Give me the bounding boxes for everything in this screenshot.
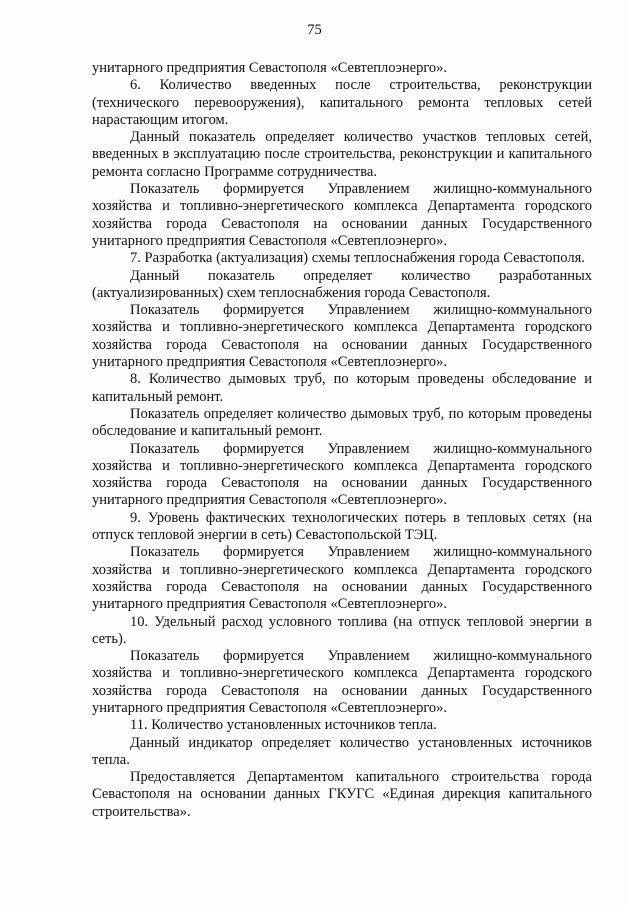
paragraph-item-9-source: Показатель формируется Управлением жилищно-коммунального хозяйства и топливно-энергетического комплекса Департамента городского хозяйства города Севастополя на основании данных Государственного унитарного предприятия Севастополя «Севтеплоэнерго». <box>92 544 592 613</box>
paragraph-item-11: 11. Количество установленных источников тепла. <box>130 717 437 734</box>
document-body <box>92 60 592 821</box>
paragraph-item-11-description: Данный индикатор определяет количество установленных источников тепла. <box>92 734 592 768</box>
paragraph-item-10-source: Показатель формируется Управлением жилищно-коммунального хозяйства и топливно-энергетического комплекса Департамента городского хозяйства города Севастополя на основании данных Государственного унитарного предприятия Севастополя «Севтеплоэнерго». <box>92 648 592 716</box>
paragraph-item-9: 9. Уровень фактических технологических потерь в тепловых сетях (на отпуск тепловой энергии в сеть) Севастопольской ТЭЦ. <box>92 509 592 544</box>
paragraph-item-7: 7. Разработка (актуализация) схемы теплоснабжения города Севастополя. <box>130 250 585 267</box>
paragraph-item-10: 10. Удельный расход условного топлива (на отпуск тепловой энергии в сеть). <box>92 613 592 647</box>
paragraph-item-11-source: Предоставляется Департаментом капитального строительства города Севастополя на основании данных ГКУГС «Единая дирекция капитального строительства». <box>92 769 592 820</box>
paragraph-item-6-description: Данный показатель определяет количество участков тепловых сетей, введенных в эксплуатацию после строительства, реконструкции и капитального ремонта согласно Программе сотрудничества. <box>92 129 592 180</box>
paragraph-item-7-source: Показатель формируется Управлением жилищно-коммунального хозяйства и топливно-энергетического комплекса Департамента городского хозяйства города Севастополя на основании данных Государственного унитарного предприятия Севастополя «Севтеплоэнерго». <box>92 302 592 371</box>
paragraph-item-7-description: Данный показатель определяет количество разработанных (актуализированных) схем теплоснабжения города Севастополя. <box>92 267 592 301</box>
page-number: 75 <box>307 22 322 38</box>
paragraph-item-6-source: Показатель формируется Управлением жилищно-коммунального хозяйства и топливно-энергетического комплекса Департамента городского хозяйства города Севастополя на основании данных Государственного унитарного предприятия Севастополя «Севтеплоэнерго». <box>92 181 592 249</box>
paragraph-item-8-description: Показатель определяет количество дымовых труб, по которым проведены обследование и капитальный ремонт. <box>92 405 592 440</box>
paragraph-item-8: 8. Количество дымовых труб, по которым проведены обследование и капитальный ремонт. <box>92 371 592 405</box>
paragraph-continuation: унитарного предприятия Севастополя «Севтеплоэнерго». <box>92 60 448 76</box>
paragraph-item-8-source: Показатель формируется Управлением жилищно-коммунального хозяйства и топливно-энергетического комплекса Департамента городского хозяйства города Севастополя на основании данных Государственного унитарного предприятия Севастополя «Севтеплоэнерго». <box>92 440 592 509</box>
paragraph-item-6: 6. Количество введенных после строительства, реконструкции (технического перевооружения), капитального ремонта тепловых сетей нарастающим итогом. <box>92 77 592 128</box>
